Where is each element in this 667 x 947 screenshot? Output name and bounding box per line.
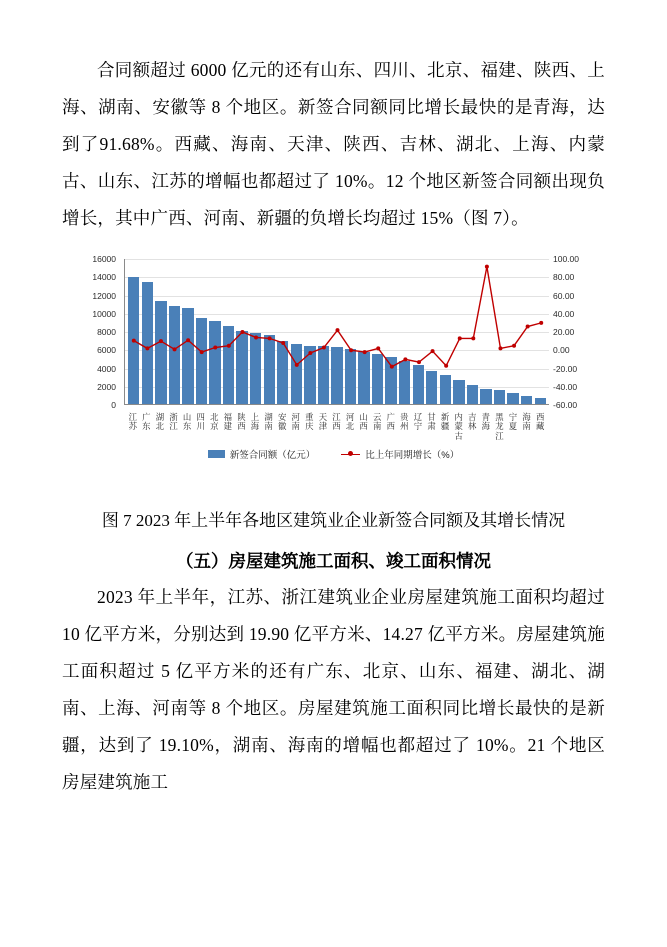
x-axis-tick-label: 重庆 bbox=[305, 412, 314, 432]
y-axis-left-tick-label: 2000 bbox=[97, 381, 116, 392]
y-axis-right-tick-label: 40.00 bbox=[553, 308, 575, 319]
y-axis-right-tick-label: 80.00 bbox=[553, 272, 575, 283]
y-axis-left-tick-label: 4000 bbox=[97, 363, 116, 374]
x-axis-tick-label: 江苏 bbox=[128, 412, 137, 432]
x-axis-tick-label: 江西 bbox=[332, 412, 341, 432]
x-axis-tick-label: 浙江 bbox=[169, 412, 178, 432]
y-axis-right-tick-label: -60.00 bbox=[553, 400, 578, 410]
x-axis-tick-label: 山西 bbox=[359, 412, 368, 432]
x-axis-tick-label: 湖北 bbox=[155, 412, 165, 432]
x-axis-tick-label: 吉林 bbox=[468, 412, 477, 432]
x-axis-tick-label: 内蒙古 bbox=[454, 412, 463, 441]
x-axis-tick-label: 福建 bbox=[223, 412, 233, 432]
x-axis-tick-label: 河南 bbox=[291, 412, 300, 432]
x-axis-tick-label: 贵州 bbox=[400, 412, 409, 432]
y-axis-right-tick-label: -40.00 bbox=[553, 381, 578, 392]
legend-label-line: 比上年同期增长（%） bbox=[365, 450, 460, 461]
x-axis-tick-label: 湖南 bbox=[264, 412, 273, 432]
chart-area bbox=[62, 251, 605, 443]
x-axis-tick-label: 陕西 bbox=[237, 412, 246, 432]
paragraph-construction-area: 2023 年上半年，江苏、浙江建筑业企业房屋建筑施工面积均超过 10 亿平方米，分别达到 19.90 亿平方米、14.27 亿平方米。房屋建筑施工面积超过 5 亿平方米的还有广东、北京、山东、福建、湖北、湖南、上海、河南等 8 个地区。房屋建筑施工面积同比增长最快的是新疆，达到了 19.10%，湖南、海南的增幅也都超过了 10%。21 个地区房屋建筑施工 bbox=[62, 587, 605, 792]
x-axis-labels bbox=[124, 413, 549, 459]
x-axis-tick-label: 天津 bbox=[318, 412, 328, 432]
x-axis-tick-label: 广东 bbox=[142, 412, 151, 432]
y-axis-right-tick-label: 60.00 bbox=[553, 290, 575, 301]
y-axis-right-tick-label: -20.00 bbox=[553, 363, 578, 374]
x-axis-tick-label: 黑龙江 bbox=[495, 412, 504, 441]
legend-line-swatch-icon bbox=[341, 450, 360, 458]
x-axis-tick-label: 新疆 bbox=[440, 412, 450, 432]
y-axis-left-tick-label: 6000 bbox=[97, 345, 116, 356]
x-axis-tick-label: 海南 bbox=[522, 412, 531, 432]
figure-caption: 图 7 2023 年上半年各地区建筑业企业新签合同额及其增长情况 bbox=[101, 511, 566, 530]
x-axis-tick-label: 云南 bbox=[373, 412, 382, 432]
x-axis-tick-label: 安徽 bbox=[277, 412, 287, 432]
x-axis-tick-label: 西藏 bbox=[535, 412, 545, 432]
y-axis-left-tick-label: 12000 bbox=[92, 290, 116, 301]
x-axis-tick-label: 辽宁 bbox=[413, 412, 423, 432]
y-axis-left-tick-label: 16000 bbox=[92, 254, 116, 264]
x-axis-tick-label: 宁夏 bbox=[508, 412, 518, 432]
x-axis-tick-label: 广西 bbox=[386, 412, 395, 432]
y-axis-left-tick-label: 8000 bbox=[97, 327, 116, 337]
y-axis-left-tick-label: 14000 bbox=[92, 272, 116, 283]
x-axis-tick-label: 山东 bbox=[182, 412, 192, 432]
section-heading: （五）房屋建筑施工面积、竣工面积情况 bbox=[176, 551, 491, 571]
legend-label-bar: 新签合同额（亿元） bbox=[229, 450, 316, 461]
x-axis-tick-label: 青海 bbox=[481, 412, 490, 432]
figure-7-chart bbox=[62, 251, 605, 496]
x-axis-tick-label: 北京 bbox=[210, 412, 219, 432]
y-axis-right-tick-label: 20.00 bbox=[553, 327, 575, 337]
chart-plot-region bbox=[124, 259, 549, 405]
y-axis-right-tick-label: 0.00 bbox=[553, 345, 570, 356]
paragraph-contract-amount: 合同额超过 6000 亿元的还有山东、四川、北京、福建、陕西、上海、湖南、安徽等 8 个地区。新签合同额同比增长最快的是青海，达到了91.68%。西藏、海南、天津、陕西、吉林、湖北、上海、内蒙古、山东、江苏的增幅也都超过了 10%。12 个地区新签合同额出现负增长，其中广西、河南、新疆的负增长均超过 15%（图 7）。 bbox=[62, 60, 605, 228]
x-axis-tick-label: 河北 bbox=[345, 412, 355, 432]
x-axis-tick-label: 上海 bbox=[250, 412, 260, 432]
x-axis-tick-label: 甘肃 bbox=[427, 412, 436, 432]
y-axis-right-tick-label: 100.00 bbox=[553, 254, 579, 264]
y-axis-left-tick-label: 0 bbox=[111, 400, 116, 410]
y-axis-left-tick-label: 10000 bbox=[92, 308, 116, 319]
x-axis-tick-label: 四川 bbox=[196, 412, 205, 432]
chart-growth-line bbox=[125, 259, 550, 405]
